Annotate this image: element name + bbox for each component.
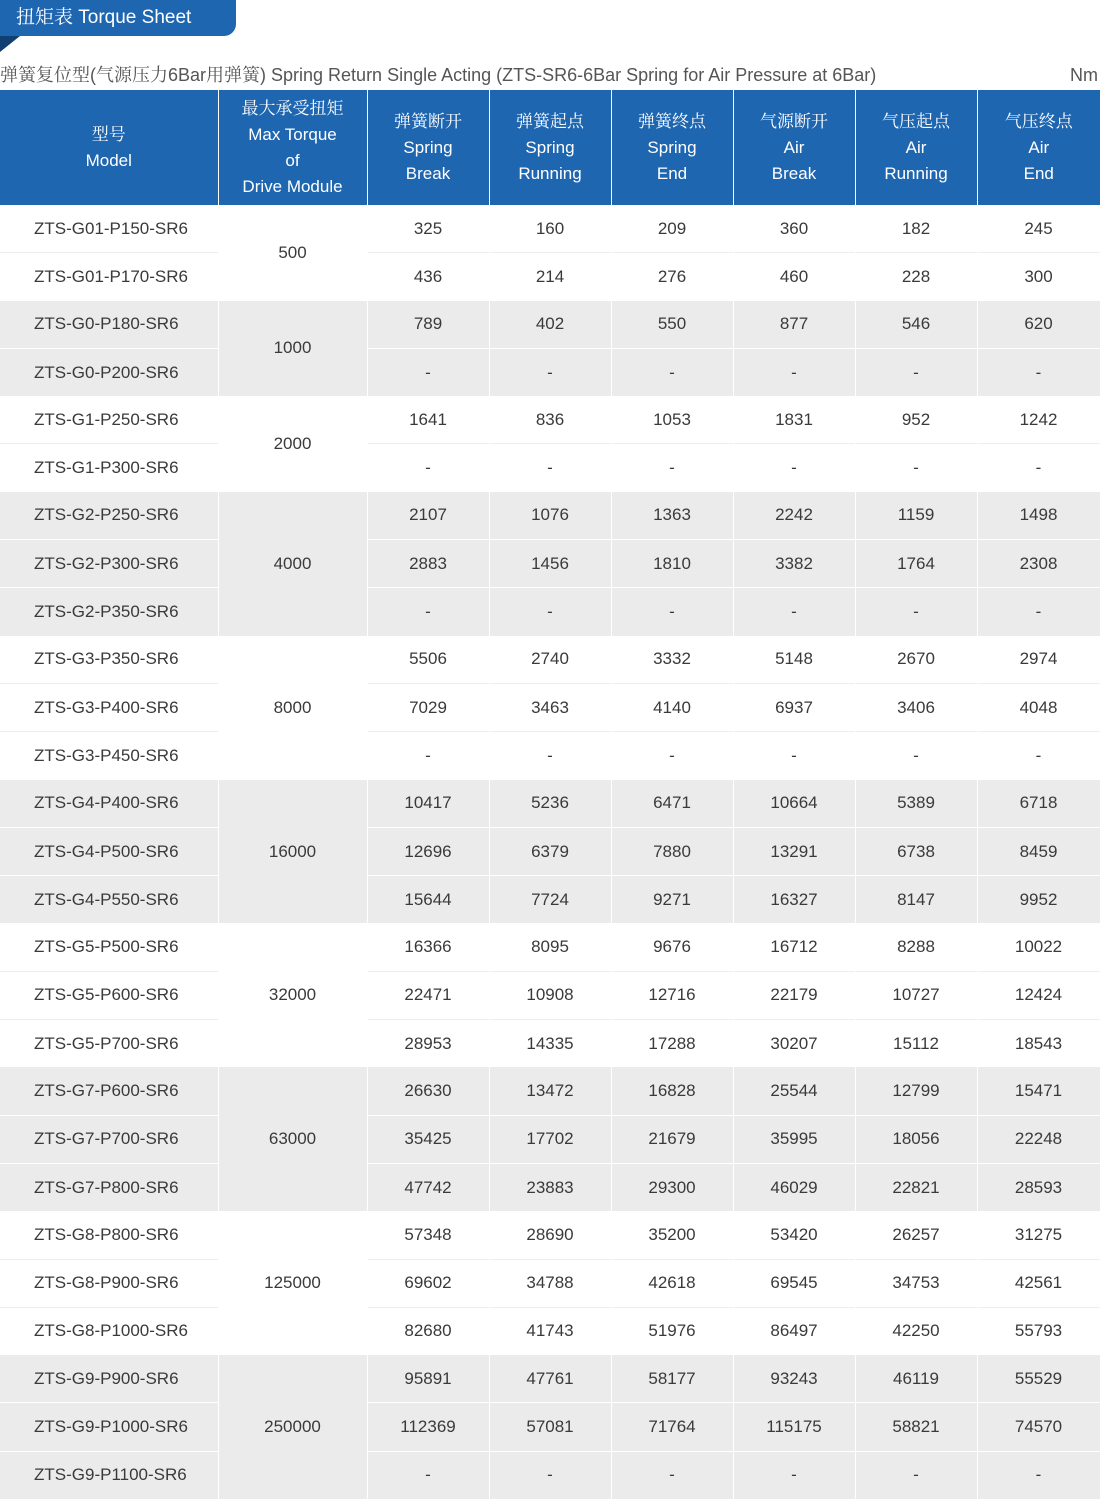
value-cell: 360 [733,205,855,253]
value-cell: - [611,1451,733,1499]
model-cell: ZTS-G7-P600-SR6 [0,1067,218,1115]
value-cell: 86497 [733,1307,855,1355]
value-cell: - [489,588,611,636]
table-row [0,588,1100,636]
value-cell: 28690 [489,1211,611,1259]
table-row [0,1115,1100,1163]
model-cell: ZTS-G2-P300-SR6 [0,540,218,588]
model-cell: ZTS-G5-P500-SR6 [0,923,218,971]
value-cell: 26630 [367,1067,489,1115]
column-header [611,90,733,205]
value-cell: - [611,732,733,780]
model-group [0,301,1100,397]
model-cell: ZTS-G8-P1000-SR6 [0,1307,218,1355]
value-cell: 6738 [855,827,977,875]
column-header-line: Running [490,161,611,187]
model-cell: ZTS-G3-P400-SR6 [0,683,218,731]
column-header-line: Max Torque [219,122,367,148]
table-row [0,1307,1100,1355]
column-header-line: 气压终点 [978,109,1100,135]
table-row [0,827,1100,875]
value-cell: 6471 [611,780,733,828]
value-cell: 10908 [489,971,611,1019]
value-cell: 460 [733,253,855,301]
table-row [0,301,1100,349]
table-header [0,90,1100,205]
model-cell: ZTS-G5-P600-SR6 [0,971,218,1019]
table-row [0,636,1100,684]
value-cell: 47742 [367,1163,489,1211]
value-cell: 22179 [733,971,855,1019]
column-header-line: Break [368,161,489,187]
max-torque-cell: 8000 [218,636,367,780]
table-row [0,396,1100,444]
value-cell: 15471 [977,1067,1100,1115]
table-row [0,444,1100,492]
value-cell: 16712 [733,923,855,971]
value-cell: 13291 [733,827,855,875]
table-row [0,1163,1100,1211]
value-cell: 3463 [489,683,611,731]
column-header-line: Spring [490,135,611,161]
max-torque-cell: 1000 [218,301,367,397]
value-cell: 1242 [977,396,1100,444]
column-header-line: 气压起点 [856,109,977,135]
value-cell: 71764 [611,1403,733,1451]
value-cell: 46119 [855,1355,977,1403]
value-cell: - [733,348,855,396]
value-cell: 2308 [977,540,1100,588]
value-cell: 30207 [733,1020,855,1068]
model-cell: ZTS-G2-P350-SR6 [0,588,218,636]
value-cell: 436 [367,253,489,301]
value-cell: 82680 [367,1307,489,1355]
value-cell: 1159 [855,492,977,540]
table-row [0,971,1100,1019]
column-header-line: Air [856,135,977,161]
max-torque-cell: 32000 [218,923,367,1067]
value-cell: 8459 [977,827,1100,875]
value-cell: 74570 [977,1403,1100,1451]
max-torque-cell: 16000 [218,780,367,924]
model-cell: ZTS-G2-P250-SR6 [0,492,218,540]
max-torque-cell: 2000 [218,396,367,492]
column-header-line: 弹簧终点 [612,109,733,135]
value-cell: 620 [977,301,1100,349]
model-cell: ZTS-G01-P170-SR6 [0,253,218,301]
value-cell: 6379 [489,827,611,875]
value-cell: 42250 [855,1307,977,1355]
value-cell: 550 [611,301,733,349]
value-cell: 55793 [977,1307,1100,1355]
column-header-line: Drive Module [219,174,367,200]
value-cell: 10417 [367,780,489,828]
value-cell: 12799 [855,1067,977,1115]
value-cell: 9676 [611,923,733,971]
value-cell: 2883 [367,540,489,588]
value-cell: 402 [489,301,611,349]
column-header-line: Running [856,161,977,187]
value-cell: - [977,444,1100,492]
torque-table [0,90,1100,1499]
value-cell: 42618 [611,1259,733,1307]
value-cell: 209 [611,205,733,253]
column-header-line: Break [734,161,855,187]
table-row [0,1403,1100,1451]
table-row [0,780,1100,828]
value-cell: 7724 [489,876,611,924]
model-cell: ZTS-G9-P1100-SR6 [0,1451,218,1499]
value-cell: - [367,444,489,492]
value-cell: 17702 [489,1115,611,1163]
value-cell: 5389 [855,780,977,828]
value-cell: 1764 [855,540,977,588]
model-cell: ZTS-G9-P900-SR6 [0,1355,218,1403]
value-cell: 952 [855,396,977,444]
value-cell: 95891 [367,1355,489,1403]
title-fold-decoration [0,36,20,52]
value-cell: 228 [855,253,977,301]
value-cell: 58177 [611,1355,733,1403]
subtitle-text: 弹簧复位型(气源压力6Bar用弹簧) Spring Return Single Acting (ZTS-SR6-6Bar Spring for Air Pressure at 6Bar) [0,65,876,85]
value-cell: - [611,444,733,492]
value-cell: 6718 [977,780,1100,828]
value-cell: 55529 [977,1355,1100,1403]
max-torque-cell: 250000 [218,1355,367,1499]
max-torque-cell: 63000 [218,1067,367,1211]
value-cell: 23883 [489,1163,611,1211]
model-cell: ZTS-G3-P350-SR6 [0,636,218,684]
unit-label: Nm [1070,62,1098,88]
value-cell: 25544 [733,1067,855,1115]
value-cell: 57081 [489,1403,611,1451]
value-cell: 28953 [367,1020,489,1068]
table-row [0,1211,1100,1259]
value-cell: 4048 [977,683,1100,731]
model-cell: ZTS-G4-P550-SR6 [0,876,218,924]
value-cell: 12716 [611,971,733,1019]
value-cell: 21679 [611,1115,733,1163]
value-cell: - [977,588,1100,636]
model-group [0,636,1100,780]
table-row [0,205,1100,253]
column-header [855,90,977,205]
value-cell: - [367,732,489,780]
model-group [0,1211,1100,1355]
value-cell: 10727 [855,971,977,1019]
column-header-line: Air [978,135,1100,161]
value-cell: 5236 [489,780,611,828]
value-cell: 58821 [855,1403,977,1451]
value-cell: 10022 [977,923,1100,971]
value-cell: 18056 [855,1115,977,1163]
value-cell: 2670 [855,636,977,684]
value-cell: 35995 [733,1115,855,1163]
max-torque-cell: 4000 [218,492,367,636]
value-cell: 3332 [611,636,733,684]
value-cell: 160 [489,205,611,253]
value-cell: 17288 [611,1020,733,1068]
value-cell: - [733,732,855,780]
column-header-line: Model [0,148,218,174]
value-cell: 22248 [977,1115,1100,1163]
column-header [0,90,218,205]
value-cell: - [611,588,733,636]
table-row [0,492,1100,540]
value-cell: 3382 [733,540,855,588]
model-cell: ZTS-G1-P300-SR6 [0,444,218,492]
column-header-line: 型号 [0,122,218,148]
column-header-line: 最大承受扭矩 [219,96,367,122]
table-row [0,1451,1100,1499]
value-cell: 276 [611,253,733,301]
value-cell: - [977,348,1100,396]
header-row [0,90,1100,205]
value-cell: 15644 [367,876,489,924]
value-cell: 5148 [733,636,855,684]
value-cell: 34753 [855,1259,977,1307]
value-cell: 1053 [611,396,733,444]
column-header [489,90,611,205]
value-cell: 51976 [611,1307,733,1355]
column-header-line: End [978,161,1100,187]
value-cell: 300 [977,253,1100,301]
table-row [0,540,1100,588]
value-cell: - [855,1451,977,1499]
value-cell: 29300 [611,1163,733,1211]
value-cell: 4140 [611,683,733,731]
value-cell: 28593 [977,1163,1100,1211]
value-cell: 789 [367,301,489,349]
table-row [0,1259,1100,1307]
max-torque-cell: 125000 [218,1211,367,1355]
value-cell: 836 [489,396,611,444]
model-cell: ZTS-G4-P500-SR6 [0,827,218,875]
column-header-line: Spring [368,135,489,161]
value-cell: 16366 [367,923,489,971]
model-cell: ZTS-G5-P700-SR6 [0,1020,218,1068]
value-cell: 47761 [489,1355,611,1403]
page-title: 扭矩表 Torque Sheet [0,0,236,36]
value-cell: 2740 [489,636,611,684]
value-cell: 546 [855,301,977,349]
value-cell: 31275 [977,1211,1100,1259]
value-cell: - [855,588,977,636]
value-cell: - [733,1451,855,1499]
value-cell: 69602 [367,1259,489,1307]
value-cell: 69545 [733,1259,855,1307]
value-cell: 182 [855,205,977,253]
value-cell: - [489,348,611,396]
value-cell: - [367,588,489,636]
model-cell: ZTS-G0-P180-SR6 [0,301,218,349]
column-header-line: End [612,161,733,187]
value-cell: 1076 [489,492,611,540]
value-cell: - [733,444,855,492]
value-cell: - [733,588,855,636]
value-cell: 12696 [367,827,489,875]
table-row [0,1355,1100,1403]
value-cell: - [855,348,977,396]
value-cell: 14335 [489,1020,611,1068]
model-group [0,923,1100,1067]
model-cell: ZTS-G7-P700-SR6 [0,1115,218,1163]
value-cell: 46029 [733,1163,855,1211]
model-cell: ZTS-G0-P200-SR6 [0,348,218,396]
model-cell: ZTS-G3-P450-SR6 [0,732,218,780]
value-cell: 93243 [733,1355,855,1403]
value-cell: 34788 [489,1259,611,1307]
model-cell: ZTS-G8-P900-SR6 [0,1259,218,1307]
value-cell: 57348 [367,1211,489,1259]
value-cell: 245 [977,205,1100,253]
model-cell: ZTS-G9-P1000-SR6 [0,1403,218,1451]
model-cell: ZTS-G1-P250-SR6 [0,396,218,444]
column-header [733,90,855,205]
table-row [0,732,1100,780]
value-cell: 1641 [367,396,489,444]
value-cell: 16828 [611,1067,733,1115]
value-cell: - [367,1451,489,1499]
column-header-line: 弹簧起点 [490,109,611,135]
table-subtitle [0,62,1100,88]
table-row [0,876,1100,924]
value-cell: - [977,732,1100,780]
value-cell: 12424 [977,971,1100,1019]
value-cell: 112369 [367,1403,489,1451]
value-cell: - [489,444,611,492]
value-cell: 3406 [855,683,977,731]
value-cell: 2107 [367,492,489,540]
value-cell: 1498 [977,492,1100,540]
value-cell: 214 [489,253,611,301]
column-header-line: Air [734,135,855,161]
value-cell: 1810 [611,540,733,588]
model-group [0,396,1100,492]
table-row [0,253,1100,301]
table-row [0,683,1100,731]
value-cell: 7029 [367,683,489,731]
model-group [0,492,1100,636]
value-cell: - [977,1451,1100,1499]
value-cell: 22821 [855,1163,977,1211]
column-header [218,90,367,205]
value-cell: 16327 [733,876,855,924]
value-cell: - [611,348,733,396]
value-cell: - [855,732,977,780]
value-cell: 6937 [733,683,855,731]
value-cell: 1363 [611,492,733,540]
value-cell: 41743 [489,1307,611,1355]
value-cell: 8288 [855,923,977,971]
table-row [0,348,1100,396]
table-row [0,1020,1100,1068]
column-header [977,90,1100,205]
value-cell: 8095 [489,923,611,971]
value-cell: 877 [733,301,855,349]
value-cell: 18543 [977,1020,1100,1068]
column-header-line: Spring [612,135,733,161]
column-header-line: 气源断开 [734,109,855,135]
column-header [367,90,489,205]
table-row [0,923,1100,971]
value-cell: 7880 [611,827,733,875]
max-torque-cell: 500 [218,205,367,301]
model-group [0,1067,1100,1211]
value-cell: 2242 [733,492,855,540]
model-cell: ZTS-G7-P800-SR6 [0,1163,218,1211]
value-cell: 5506 [367,636,489,684]
value-cell: 35200 [611,1211,733,1259]
value-cell: 53420 [733,1211,855,1259]
value-cell: 13472 [489,1067,611,1115]
column-header-line: of [219,148,367,174]
value-cell: 42561 [977,1259,1100,1307]
table-row [0,1067,1100,1115]
value-cell: 115175 [733,1403,855,1451]
model-group [0,780,1100,924]
value-cell: 26257 [855,1211,977,1259]
value-cell: 325 [367,205,489,253]
model-cell: ZTS-G8-P800-SR6 [0,1211,218,1259]
value-cell: 15112 [855,1020,977,1068]
model-cell: ZTS-G4-P400-SR6 [0,780,218,828]
value-cell: - [855,444,977,492]
value-cell: 1456 [489,540,611,588]
value-cell: 1831 [733,396,855,444]
value-cell: - [489,732,611,780]
value-cell: - [367,348,489,396]
model-group [0,205,1100,301]
value-cell: 35425 [367,1115,489,1163]
value-cell: 8147 [855,876,977,924]
value-cell: 22471 [367,971,489,1019]
model-group [0,1355,1100,1499]
value-cell: 9271 [611,876,733,924]
value-cell: 2974 [977,636,1100,684]
value-cell: 10664 [733,780,855,828]
value-cell: 9952 [977,876,1100,924]
value-cell: - [489,1451,611,1499]
model-cell: ZTS-G01-P150-SR6 [0,205,218,253]
column-header-line: 弹簧断开 [368,109,489,135]
